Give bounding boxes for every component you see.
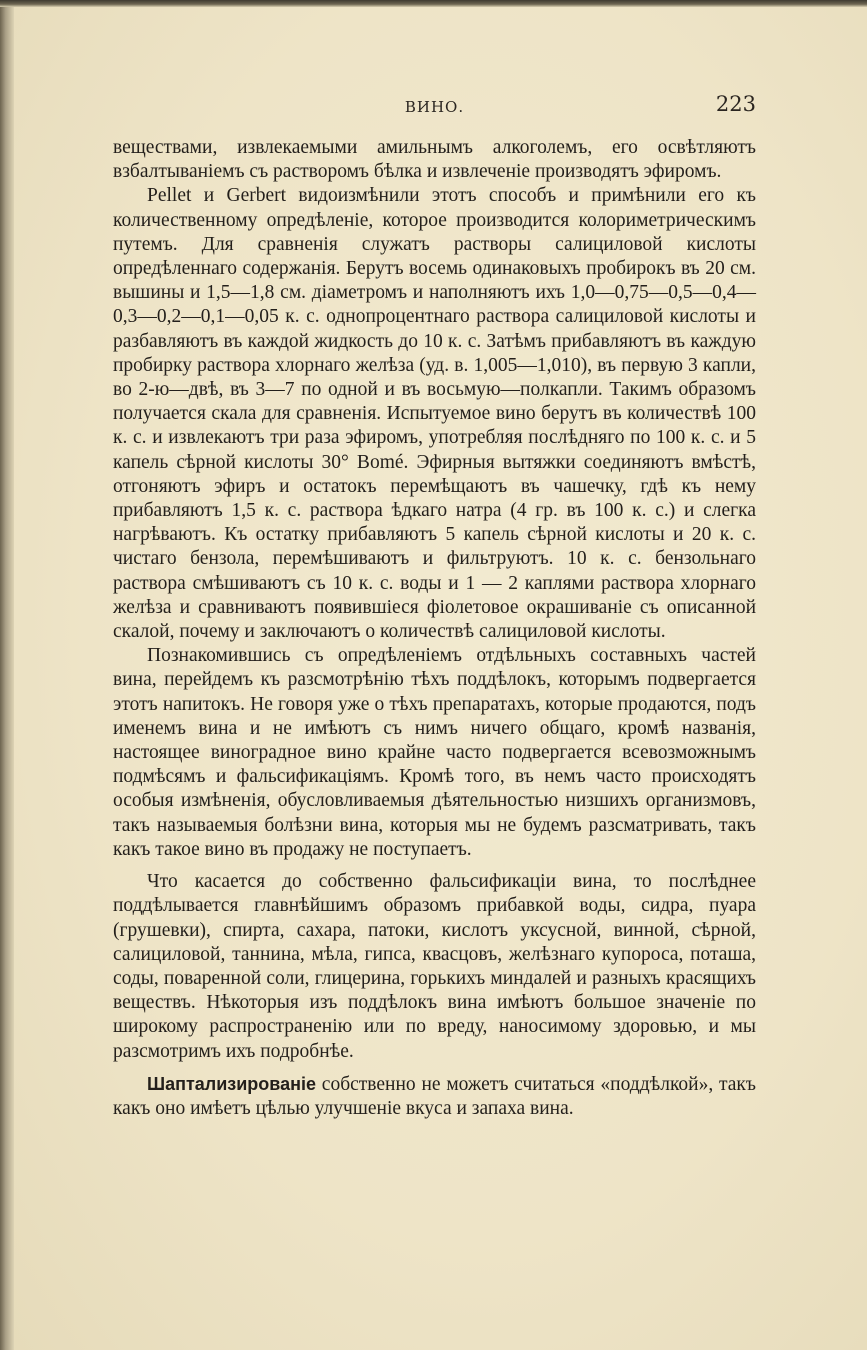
running-head: ВИНО. bbox=[404, 98, 465, 116]
page-number: 223 bbox=[715, 92, 756, 116]
paragraph-chaptalization bbox=[113, 1072, 756, 1121]
body-text bbox=[113, 136, 756, 1121]
page-top-edge bbox=[0, 0, 867, 7]
paragraph-falsification-list: Что касается до собственно фальсификаціи вина, то послѣднее поддѣлывается главнѣйшимъ образомъ прибавкой воды, сидра, пуара (грушевки), спирта, сахара, патоки, кислотъ уксусной, винной, сѣрной, салициловой, таннина, мѣла, гипса, квасцовъ, желѣзнаго купороса, поташа, соды, поваренной соли, глицерина, горькихъ миндалей и разныхъ красящихъ веществъ. Нѣкоторыя изъ поддѣлокъ вина имѣютъ большое значеніе по широкому распространенію или по вреду, наносимому здоровью, и мы разсмотримъ ихъ подробнѣе. bbox=[113, 871, 756, 1062]
paragraph-wine-adulterations-intro: Познакомившись съ опредѣленіемъ отдѣльныхъ составныхъ частей вина, перейдемъ къ разсмотрѣнію тѣхъ поддѣлокъ, которымъ подвергается этотъ напитокъ. Не говоря уже о тѣхъ препаратахъ, которые продаются, подъ именемъ вина и не имѣютъ съ нимъ ничего общаго, кромѣ названія, настоящее виноградное вино крайне часто подвергается всевозможнымъ подмѣсямъ и фальсификаціямъ. Кромѣ того, въ немъ часто происходятъ особыя измѣненія, обусловливаемыя дѣятельностью низшихъ организмовъ, такъ называемыя болѣзни вина, которыя мы не будемъ разсматривать, такъ какъ такое вино въ продажу не поступаетъ. bbox=[113, 645, 756, 860]
page-header bbox=[113, 92, 756, 122]
binding-shadow bbox=[0, 0, 14, 1350]
paragraph-pellet-gerbert-method: Pellet и Gerbert видоизмѣнили этотъ способъ и примѣнили его къ количественному опредѣленіе, которое производится колориметрическимъ путемъ. Для сравненія служатъ растворы салициловой кислоты опредѣленнаго содержанія. Берутъ восемь одинаковыхъ пробирокъ въ 20 см. вышины и 1,5—1,8 см. діаметромъ и наполняютъ ихъ 1,0—0,75—0,5—0,4—0,3—0,2—0,1—0,05 к. с. однопроцентнаго раствора салициловой кислоты и разбавляютъ въ каждой жидкость до 10 к. с. Затѣмъ прибавляютъ въ каждую пробирку раствора хлорнаго желѣза (уд. в. 1,005—1,010), въ первую 3 капли, во 2-ю—двѣ, въ 3—7 по одной и въ восьмую—полкапли. Такимъ образомъ получается скала для сравненія. Испытуемое вино берутъ въ количествѣ 100 к. с. и извлекаютъ три раза эфиромъ, употребляя послѣдняго по 100 к. с. и 5 капель сѣрной кислоты 30° Bomé. Эфирныя вытяжки соединяютъ вмѣстѣ, отгоняютъ эфиръ и остатокъ перемѣщаютъ въ чашечку, гдѣ къ нему прибавляютъ 1,5 к. с. раствора ѣдкаго натра (4 гр. въ 100 к. с.) и слегка нагрѣваютъ. Къ остатку прибавляютъ 5 капель сѣрной кислоты и 20 к. с. чистаго бензола, перемѣшиваютъ и фильтруютъ. 10 к. с. бензольнаго раствора смѣшиваютъ съ 10 к. с. воды и 1 — 2 каплями раствора хлорнаго желѣза и сравниваютъ появившіеся фіолетовое окрашиваніе съ описанной скалой, почему и заключаютъ о количествѣ салициловой кислоты. bbox=[113, 185, 756, 643]
term-chaptalization: Шаптализированіе bbox=[147, 1073, 317, 1094]
chaptalization-text: собственно не можетъ считаться «поддѣлкой», такъ какъ оно имѣетъ цѣлью улучшеніе вкуса и запаха вина. bbox=[113, 1073, 756, 1119]
paragraph-continuation: веществами, извлекаемыми амильнымъ алкоголемъ, его освѣтляютъ взбалтываніемъ съ растворомъ бѣлка и извлеченіе производятъ эфиромъ. bbox=[113, 137, 756, 183]
